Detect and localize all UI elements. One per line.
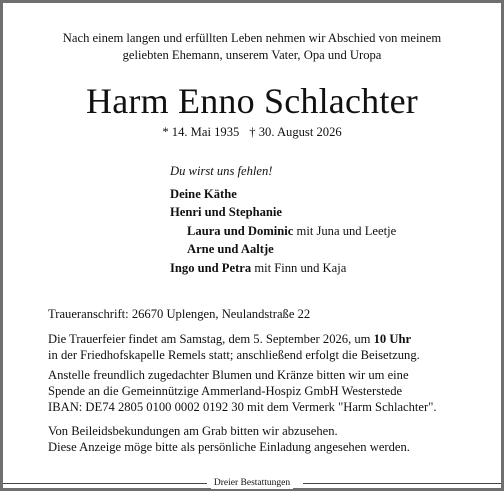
intro-text (3, 30, 501, 64)
ceremony-info (48, 331, 468, 363)
mourner-grandchildren-1: Laura und Dominic mit Juna und Leetje (187, 223, 397, 238)
ceremony-line-1: Die Trauerfeier findet am Samstag, dem 5. September 2026, um 10 Uhr (48, 332, 412, 346)
intro-line-1: Nach einem langen und erfüllten Leben nehmen wir Abschied von meinem (62, 31, 442, 45)
undertaker-name: Dreier Bestattungen (211, 477, 293, 489)
donation-line-2: Spende an die Gemeinnützige Ammerland-Hospiz GmbH Westerstede (48, 384, 403, 398)
footer (3, 477, 501, 489)
intro-line-2: geliebten Ehemann, unserem Vater, Opa und Uropa (122, 48, 382, 62)
mourner-children-1: Henri und Stephanie (170, 205, 282, 220)
mourner-children-2: Ingo und Petra mit Finn und Kaja (170, 260, 347, 275)
ceremony-line-2: in der Friedhofskapelle Remels statt; anschließend erfolgt die Beisetzung. (48, 348, 420, 362)
donation-line-3: IBAN: DE74 2805 0100 0002 0192 30 mit dem Vermerk "Harm Schlachter". (48, 400, 437, 414)
donation-info (48, 367, 468, 415)
footer-rule-left (3, 483, 207, 484)
donation-line-1: Anstelle freundlich zugedachter Blumen und Kränze bitten wir um eine (48, 368, 409, 382)
ceremony-time: 10 Uhr (373, 332, 412, 346)
mourner-wife: Deine Käthe (170, 186, 237, 201)
life-dates (3, 124, 501, 140)
footer-rule-right (303, 483, 501, 484)
mourner-grandchildren-2: Arne und Aaltje (187, 242, 274, 257)
closing-line-2: Diese Anzeige möge bitte als persönliche Einladung angesehen werden. (48, 440, 410, 454)
death-date: † 30. August 2026 (249, 125, 342, 139)
closing-info (48, 423, 468, 455)
deceased-name: Harm Enno Schlachter (86, 81, 418, 121)
motto: Du wirst uns fehlen! (170, 164, 273, 178)
mourning-address: Traueranschrift: 26670 Uplengen, Neulandstraße 22 (48, 307, 311, 321)
mourners-list (170, 162, 396, 278)
closing-line-1: Von Beileidsbekundungen am Grab bitten wir abzusehen. (48, 424, 338, 438)
birth-date: * 14. Mai 1935 (162, 125, 240, 139)
